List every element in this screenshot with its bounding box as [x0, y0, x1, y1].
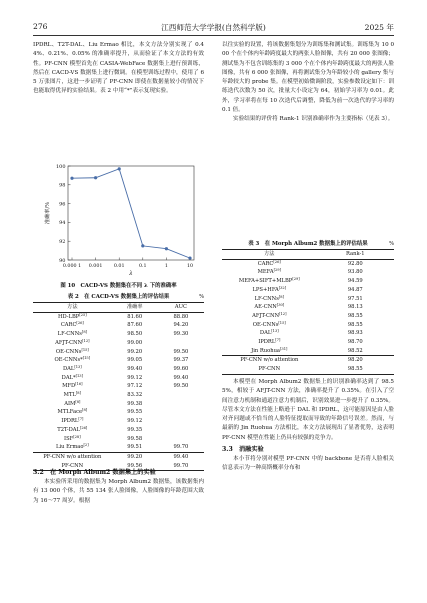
- figure-10-caption-box: [33, 282, 204, 290]
- table-cell-acc: 99.51: [127, 444, 143, 451]
- table-cell-acc: 99.20: [127, 348, 143, 355]
- citation-ref: [32]: [278, 285, 287, 290]
- method-name: MTLFace: [57, 409, 83, 416]
- citation-ref: [13]: [271, 329, 279, 334]
- table-cell-acc: 99.35: [127, 426, 143, 433]
- table-cell-method: [33, 312, 112, 321]
- table-row: [33, 348, 204, 357]
- x-tick-label: 0.1: [138, 264, 147, 269]
- table-row: [222, 286, 394, 295]
- table-row: [222, 312, 394, 321]
- left-column: [33, 41, 204, 97]
- right-evaluation-paragraph: 实验结果的评价将 Rank-1 识别准确率作为主要指标（见表 3）。: [233, 116, 394, 123]
- table-row: [33, 400, 204, 409]
- table-cell-method: [33, 374, 112, 383]
- table-cell-acc: 99.05: [127, 357, 143, 364]
- table-cell-method: [222, 347, 317, 356]
- method-name: AFJT-CNN: [55, 339, 83, 346]
- table-row: [33, 435, 204, 444]
- page-number: 276: [33, 22, 48, 31]
- table-cell-method: [222, 286, 317, 295]
- method-name: MTL: [63, 392, 76, 399]
- table-cell-auc: 99.37: [173, 357, 189, 364]
- citation-ref: [26]: [76, 321, 84, 326]
- table-row: [33, 374, 204, 383]
- plot-frame: [68, 166, 194, 260]
- left-intro-paragraph: IPDRL、T2T-DAL、Liu Ermao 相比，本文方法分别实现了 0.44%、0.21%、0.05% 的准确率提升，从而验证了本文方法的有效性。PF-CNN 模型首先在 CASIA-WebFace 数据集上进行预训练，然后在 CACD-VS 数据集上进行微调。在模型训练过程中，使用了 65 万张图片，这进一步证明了 PF-CNN 即使在数据量较小的情况下也能取得优异的实验结果。表 2 中用“*”表示复现实验。: [33, 42, 204, 95]
- method-name: PF-CNN: [61, 462, 84, 469]
- table-cell-val: 98.55: [347, 321, 363, 328]
- figure-10-caption: 图 10 CACD-VS 数据集在不同 λ 下的准确率: [60, 283, 177, 289]
- data-point: [94, 176, 97, 179]
- figure-10-chart: [40, 160, 200, 280]
- table-cell-method: [33, 330, 112, 339]
- table-row: [222, 277, 394, 286]
- y-tick-label: 94: [59, 220, 66, 227]
- table-2-caption: 表 2 在 CACD-VS 数据集上的评估结果: [67, 294, 170, 300]
- journal-year: 2025 年: [364, 23, 394, 32]
- table-row: [33, 417, 204, 426]
- citation-ref: [28]: [73, 434, 81, 439]
- table-cell-auc: 99.40: [173, 374, 189, 381]
- method-name: LPS+HFA: [252, 286, 279, 293]
- table-cell-val: 98.13: [347, 304, 363, 311]
- citation-ref: [12]: [82, 338, 90, 343]
- method-name: PF-CNN w/o attention: [240, 357, 299, 364]
- table-cell-method: [33, 321, 112, 330]
- table-cell-method: [222, 356, 317, 365]
- section-3-2: [33, 468, 204, 506]
- right-intro-paragraph: 以往实验的设置，将该数据集划分为训练集和测试集。训练集为 10 000 个在个体内年龄跨度最大的两张人脸图像，共有 20 000 张图像；测试集为不包含训练集的 3 000 个在个体内年龄跨度最大的两张人脸图像，共有 6 000 张图像，再将测试集分为年龄较小的 gallery 集与年龄较大的 probe 集。在模型初始微调阶段，实验参数设定如下：训练迭代次数为 50 次，批量大小设定为 64，初始学习率为 0.01。此外，学习率将在每 10 次迭代后调整，降低为前一次迭代的学习率的 0.1 倍。: [222, 42, 394, 114]
- data-point: [141, 244, 144, 247]
- y-tick-label: 96: [59, 201, 66, 208]
- x-axis-label: λ: [129, 271, 133, 277]
- table-cell-acc: 99.58: [127, 435, 143, 442]
- table-cell-acc: 83.32: [127, 392, 143, 399]
- table-cell-method: [222, 312, 317, 321]
- method-name: DAL*: [61, 374, 76, 381]
- table-row: [33, 382, 204, 391]
- table-cell-method: [222, 268, 317, 277]
- table-cell-method: [33, 417, 112, 426]
- table-cell-auc: 99.50: [173, 348, 189, 355]
- accuracy-lambda-line-chart: [40, 160, 200, 280]
- citation-ref: [30]: [276, 303, 285, 308]
- table-cell-method: [33, 339, 112, 348]
- data-point: [165, 247, 168, 250]
- table-cell-auc: 99.70: [173, 462, 189, 469]
- header-rule: [33, 35, 394, 36]
- data-point: [188, 257, 191, 260]
- table-cell-auc: 94.20: [173, 322, 189, 329]
- table-cell-acc: 99.00: [127, 339, 143, 346]
- table-3-caption-row: [222, 240, 394, 249]
- table-cell-method: [222, 277, 317, 286]
- table-cell-auc: 99.50: [173, 383, 189, 390]
- section-3-2-paragraph: 本实验所采用的数据集为 Morph Album2 数据集，该数据集内有 13 000 个体，共 55 134 张人脸图像，人脸图像的年龄范围大致为 16～77 周岁。根据: [33, 479, 204, 504]
- citation-ref: [15]: [278, 320, 286, 325]
- table-row: [222, 259, 394, 268]
- table-2-header-auc: AUC: [158, 303, 204, 313]
- table-cell-val: 98.55: [347, 312, 363, 319]
- table-3-header-rank1: Rank-1: [317, 250, 394, 260]
- citation-ref: [7]: [275, 338, 281, 343]
- table-cell-method: [222, 365, 317, 374]
- method-name: OE-CNNs: [55, 348, 82, 355]
- table-cell-auc: 99.70: [173, 444, 189, 451]
- citation-ref: [26]: [79, 425, 88, 430]
- table-cell-method: [33, 408, 112, 417]
- citation-ref: [8]: [82, 408, 88, 413]
- table-cell-auc: [158, 339, 204, 348]
- citation-ref: [8]: [81, 330, 88, 335]
- table-row: [33, 426, 204, 435]
- x-tick-label: 1: [164, 264, 168, 269]
- section-3-3-heading: 3.3 消融实验: [222, 446, 264, 454]
- table-cell-acc: 81.60: [127, 313, 143, 320]
- x-tick-label: 0.001: [88, 264, 103, 269]
- table-cell-acc: 99.12: [127, 418, 143, 425]
- right-analysis-paragraph: 本模型在 Morph Album2 数据集上的识别准确率达到了 98.55%，相较于 AFJT-CNN 方法，准确率提升了 0.35%。在引入了空间注意力机制和通道注意力机制后，识别效果进一步提升了 0.35%。尽管本文方法在性能上略逊于 DAL 和 IPDRL，这可能原因是由人脸对齐问题或不恰当的人脸特征提取而导致的年龄信号误差。然而，与最新的 Jin Ruohua 方法相比，本文方法展现出了显著优势，这表明 PF-CNN 模型在性能上仍具有较强的竞争力。: [222, 379, 394, 441]
- method-name: OE-CNNs: [252, 321, 279, 328]
- citation-ref: [29]: [292, 277, 300, 282]
- table-cell-method: [33, 443, 112, 452]
- table-row: [222, 329, 394, 338]
- table-cell-val: 94.59: [347, 278, 363, 285]
- series-line: [72, 169, 190, 258]
- table-row: [222, 303, 394, 312]
- table-2-header-method: 方法: [33, 303, 112, 313]
- citation-ref: [12]: [279, 311, 287, 316]
- method-name: AE-CNN: [254, 304, 277, 311]
- table-row: [33, 312, 204, 321]
- y-tick-label: 98: [59, 182, 66, 189]
- table-cell-method: [222, 338, 317, 347]
- method-name: OE-CNNs*: [54, 357, 83, 364]
- table-row: [222, 295, 394, 304]
- y-axis-label: 准确率/%: [45, 201, 51, 225]
- method-name: PF-CNN: [258, 366, 281, 373]
- table-cell-method: [33, 391, 112, 400]
- table-cell-acc: 99.12: [127, 374, 143, 381]
- method-name: LF-CNNs: [57, 331, 82, 338]
- table-cell-acc: 87.60: [127, 322, 143, 329]
- table-row: [222, 356, 394, 365]
- table-row: [33, 330, 204, 339]
- table-cell-val: 98.20: [317, 356, 394, 365]
- table-cell-method: [33, 452, 112, 461]
- y-tick-label: 90: [59, 257, 66, 264]
- table-cell-acc: 99.40: [127, 365, 143, 372]
- table-row: [33, 356, 204, 365]
- table-cell-val: 92.80: [347, 260, 363, 267]
- table-3-caption: 表 3 在 Morph Album2 数据集上的评估结果: [248, 241, 368, 247]
- journal-name: 江西师范大学学报(自然科学版): [161, 23, 266, 32]
- table-cell-val: 93.80: [347, 269, 363, 276]
- x-tick-label: 0.000 1: [62, 264, 82, 269]
- method-name: DAL: [259, 330, 272, 337]
- section-3-3-paragraph: 本小节将分别对模型 PF-CNN 中的 backbone 是否将人脸相关信息表示为一种高斯概率分布和: [222, 456, 394, 472]
- table-2-caption-row: [33, 293, 204, 302]
- table-cell-auc: 88.80: [173, 313, 189, 320]
- table-cell-method: [222, 259, 317, 268]
- method-name: DAL: [62, 365, 75, 372]
- method-name: CARC: [60, 322, 77, 329]
- table-cell-method: [33, 382, 112, 391]
- table-cell-auc: 99.40: [158, 452, 204, 461]
- table-3-grid: [222, 249, 394, 375]
- table-row: [222, 365, 394, 374]
- table-3-header-method: 方法: [222, 250, 317, 260]
- table-2-unit: %: [199, 294, 204, 300]
- table-cell-method: [222, 303, 317, 312]
- y-tick-label: 92: [59, 239, 66, 245]
- citation-ref: [8]: [75, 399, 81, 404]
- method-name: Jin Ruohua: [251, 347, 281, 354]
- table-cell-auc: [158, 417, 204, 426]
- table-row: [33, 452, 204, 461]
- citation-ref: [13]: [74, 364, 82, 369]
- table-2-grid: [33, 302, 204, 471]
- table-row: [33, 339, 204, 348]
- method-name: Liu Ermao: [56, 444, 84, 451]
- table-cell-method: [33, 435, 112, 444]
- table-cell-auc: [158, 426, 204, 435]
- right-column-bottom: [222, 378, 394, 474]
- table-2: [33, 293, 204, 471]
- table-cell-acc: 97.12: [127, 383, 143, 390]
- table-cell-method: [33, 426, 112, 435]
- table-row: [33, 321, 204, 330]
- table-cell-val: 98.52: [347, 347, 363, 354]
- table-cell-method: [222, 321, 317, 330]
- method-name: T2T-DAL: [57, 426, 80, 433]
- table-cell-method: [33, 348, 112, 357]
- table-row: [33, 443, 204, 452]
- citation-ref: [31]: [280, 346, 288, 351]
- method-name: IPDRL: [258, 339, 276, 346]
- table-cell-method: [222, 329, 317, 338]
- data-point: [118, 167, 121, 170]
- table-cell-auc: [158, 391, 204, 400]
- table-cell-val: 94.87: [347, 286, 363, 293]
- citation-ref: [7]: [78, 417, 84, 422]
- method-name: AFJT-CNN: [252, 312, 280, 319]
- citation-ref: [2]: [83, 443, 89, 448]
- table-cell-method: [222, 295, 317, 304]
- table-row: [222, 321, 394, 330]
- table-cell-val: 97.51: [347, 295, 363, 302]
- method-name: IPDRL: [61, 418, 79, 425]
- table-cell-val: 98.55: [347, 366, 363, 373]
- right-column-top: [222, 41, 394, 125]
- table-cell-acc: 99.38: [127, 400, 143, 407]
- citation-ref: [15]: [81, 347, 89, 352]
- table-cell-auc: [158, 408, 204, 417]
- citation-ref: [29]: [273, 268, 281, 273]
- method-name: MFD: [62, 383, 76, 390]
- table-3: [222, 240, 394, 375]
- table-cell-auc: 99.30: [173, 331, 189, 338]
- citation-ref: [13]: [75, 373, 83, 378]
- table-cell-val: 98.70: [347, 339, 363, 346]
- table-2-header-accuracy: 准确率: [112, 303, 158, 313]
- y-tick-label: 100: [55, 163, 66, 170]
- x-tick-label: 0.01: [113, 264, 125, 269]
- citation-ref: [8]: [278, 294, 284, 299]
- citation-ref: [16]: [75, 382, 83, 387]
- table-row: [222, 338, 394, 347]
- method-name: HD-LBP: [57, 313, 80, 320]
- section-3-2-heading: 3.2 在 Morph Album2 数据集上的实验: [33, 469, 156, 476]
- table-cell-acc: 99.55: [127, 409, 143, 416]
- table-cell-method: [33, 400, 112, 409]
- citation-ref: [8]: [75, 391, 81, 396]
- citation-ref: [26]: [273, 259, 281, 264]
- table-row: [222, 268, 394, 277]
- table-cell-auc: [158, 435, 204, 444]
- method-name: CARC: [257, 260, 274, 267]
- method-name: ISF: [64, 435, 74, 442]
- method-name: MEFA+SIFT+MLBP: [238, 278, 293, 285]
- table-cell-acc: 99.56: [127, 462, 143, 469]
- table-row: [222, 347, 394, 356]
- table-row: [33, 391, 204, 400]
- table-cell-method: [33, 365, 112, 374]
- table-cell-val: 98.93: [347, 330, 363, 337]
- method-name: PF-CNN w/o attention: [43, 453, 102, 460]
- x-tick-label: 10: [186, 264, 194, 269]
- table-3-unit: %: [389, 241, 394, 247]
- table-cell-auc: [158, 400, 204, 409]
- table-cell-auc: 99.60: [173, 365, 189, 372]
- running-header: [33, 22, 394, 36]
- citation-ref: [15]: [82, 356, 91, 361]
- table-cell-acc: 98.50: [127, 331, 143, 338]
- method-name: LF-CNNs: [254, 295, 279, 302]
- data-point: [70, 177, 73, 180]
- table-cell-acc: 99.20: [112, 452, 158, 461]
- method-name: AIM: [64, 400, 76, 407]
- table-row: [33, 365, 204, 374]
- table-row: [33, 408, 204, 417]
- method-name: MEFA: [257, 269, 274, 276]
- table-cell-method: [33, 356, 112, 365]
- citation-ref: [25]: [79, 312, 87, 317]
